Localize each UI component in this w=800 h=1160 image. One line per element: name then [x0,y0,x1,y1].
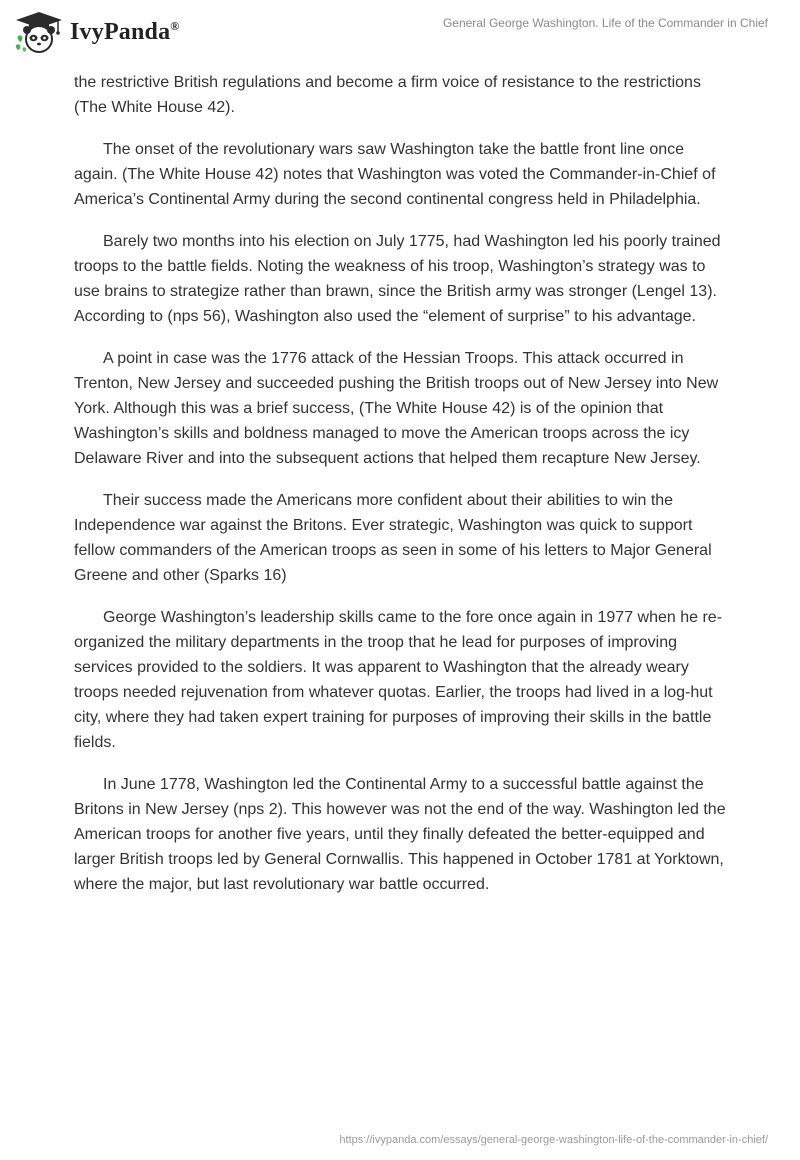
paragraph: In June 1778, Washington led the Continental Army to a successful battle against the Britons in New Jersey (nps 2). This however was not the end of the way. Washington led the American troops for another five years, until they finally defeated the better-equipped and larger British troops led by General Cornwallis. This happened in October 1781 at Yorktown, where the major, but last revolutionary war battle occurred. [74,776,726,893]
paragraph: Their success made the Americans more confident about their abilities to win the Independence war against the Britons. Ever strategic, Washington was quick to support fellow commanders of the American troops as seen in some of his letters to Major General Greene and other (Sparks 16) [74,492,712,584]
page-header [0,0,800,70]
source-url-link[interactable]: https://ivypanda.com/essays/general-george-washington-life-of-the-commander-in-chief/ [339,1134,768,1146]
paragraph: The onset of the revolutionary wars saw Washington take the battle front line once again. (The White House 42) notes that Washington was voted the Commander-in-Chief of America’s Continental Army during the second continental congress held in Philadelphia. [74,141,716,208]
registered-mark: ® [170,18,180,33]
brand-name [70,19,179,46]
essay-body [74,70,726,914]
brand-text: IvyPanda [70,18,171,45]
paragraph: George Washington’s leadership skills came to the fore once again in 1977 when he re-organized the military departments in the troop that he lead for purposes of improving services provided to the soldiers. It was apparent to Washington that the already weary troops needed rejuvenation from whatever quotas. Earlier, the troops had lived in a log-hut city, where they had taken expert training for purposes of improving their skills in the battle fields. [74,609,723,751]
paragraph: Barely two months into his election on July 1775, had Washington led his poorly trained troops to the battle fields. Noting the weakness of his troop, Washington’s strategy was to use brains to strategize rather than brawn, since the British army was stronger (Lengel 13). According to (nps 56), Washington also used the “element of surprise” to his advantage. [74,233,721,325]
paragraph: A point in case was the 1776 attack of the Hessian Troops. This attack occurred in Trenton, New Jersey and succeeded pushing the British troops out of New Jersey into New York. Although this was a brief success, (The White House 42) is of the opinion that Washington’s skills and boldness managed to move the American troops across the icy Delaware River and into the subsequent actions that helped them recapture New Jersey. [74,350,719,467]
paragraph: the restrictive British regulations and become a firm voice of resistance to the restrictions (The White House 42). [74,74,701,116]
ivypanda-logo[interactable] [14,10,179,54]
panda-graduate-icon [14,10,64,54]
document-title: General George Washington. Life of the Commander in Chief [442,16,768,30]
